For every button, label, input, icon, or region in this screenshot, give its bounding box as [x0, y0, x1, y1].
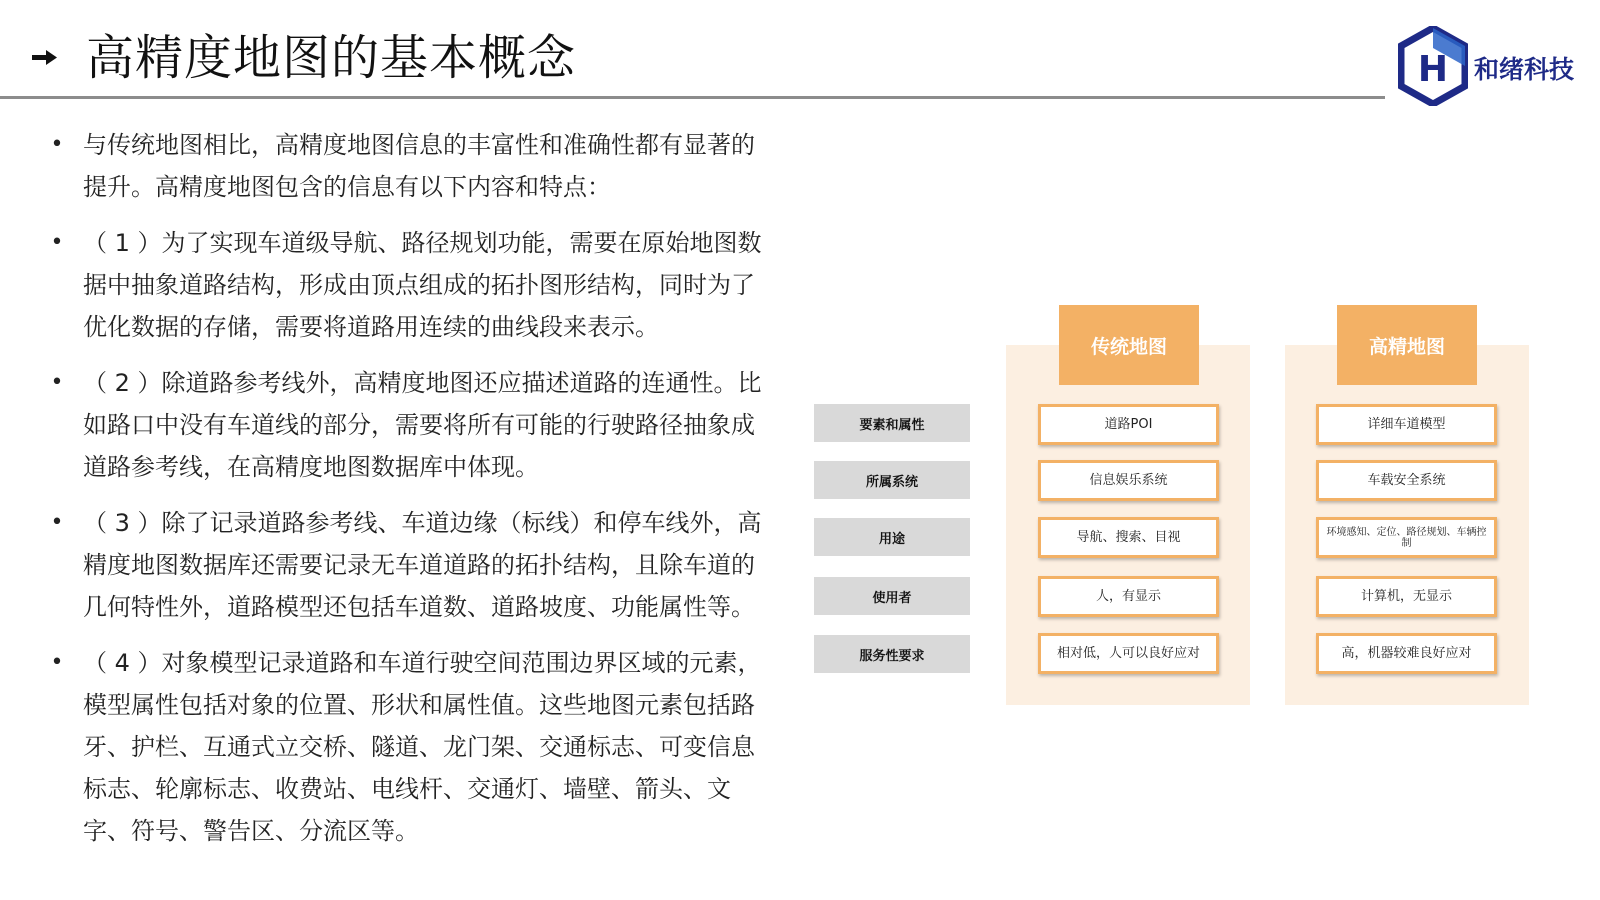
list-item-text: （ 3 ）除了记录道路参考线、车道边缘（标线）和停车线外，高精度地图数据库还需要记录无车道道路的拓扑结构，且除车道的几何特性外，道路模型还包括车道数、道路坡度、功能属性等。 [83, 509, 762, 621]
hd-cell: 计算机，无显示 [1316, 576, 1497, 617]
bullet-dot-icon: • [50, 650, 64, 675]
arrow-right-icon [30, 38, 60, 78]
bullet-dot-icon: • [50, 132, 64, 157]
list-item [50, 124, 770, 208]
traditional-cell: 导航、搜索、目视 [1038, 517, 1219, 558]
traditional-cell: 人，有显示 [1038, 576, 1219, 617]
title-divider [0, 96, 1385, 99]
traditional-map-header: 传统地图 [1059, 305, 1199, 385]
row-label: 用途 [814, 518, 970, 556]
hd-cell: 高，机器较难良好应对 [1316, 633, 1497, 674]
logo-text: 和绪科技 [1474, 55, 1575, 84]
bullet-list [50, 124, 770, 866]
list-item [50, 362, 770, 488]
list-item [50, 502, 770, 628]
list-item-text: 与传统地图相比，高精度地图信息的丰富性和准确性都有显著的提升。高精度地图包含的信息有以下内容和特点： [83, 131, 755, 201]
hd-map-header: 高精地图 [1337, 305, 1477, 385]
hexagon-h-logo-icon [1398, 26, 1468, 106]
hd-cell: 环境感知、定位、路径规划、车辆控制 [1316, 517, 1497, 558]
row-label: 服务性要求 [814, 635, 970, 673]
bullet-dot-icon: • [50, 230, 64, 255]
logo-mark-letter: H [1417, 49, 1449, 90]
bullet-dot-icon: • [50, 510, 64, 535]
bullet-dot-icon: • [50, 370, 64, 395]
list-item [50, 642, 770, 852]
traditional-cell: 相对低，人可以良好应对 [1038, 633, 1219, 674]
row-label: 使用者 [814, 577, 970, 615]
row-label: 所属系统 [814, 461, 970, 499]
list-item-text: （ 2 ）除道路参考线外，高精度地图还应描述道路的连通性。比如路口中没有车道线的部分，需要将所有可能的行驶路径抽象成道路参考线，在高精度地图数据库中体现。 [83, 369, 762, 481]
list-item-text: （ 4 ）对象模型记录道路和车道行驶空间范围边界区域的元素，模型属性包括对象的位置、形状和属性值。这些地图元素包括路牙、护栏、互通式立交桥、隧道、龙门架、交通标志、可变信息标志、轮廓标志、收费站、电线杆、交通灯、墙壁、箭头、文字、符号、警告区、分流区等。 [83, 649, 762, 845]
list-item-text: （ 1 ）为了实现车道级导航、路径规划功能，需要在原始地图数据中抽象道路结构，形成由顶点组成的拓扑图形结构，同时为了优化数据的存储，需要将道路用连续的曲线段来表示。 [83, 229, 762, 341]
list-item [50, 222, 770, 348]
company-logo [1398, 26, 1588, 106]
row-label: 要素和属性 [814, 404, 970, 442]
traditional-cell: 道路POI [1038, 404, 1219, 445]
traditional-cell: 信息娱乐系统 [1038, 460, 1219, 501]
page-title: 高精度地图的基本概念 [86, 30, 577, 86]
hd-cell: 详细车道模型 [1316, 404, 1497, 445]
hd-cell: 车载安全系统 [1316, 460, 1497, 501]
